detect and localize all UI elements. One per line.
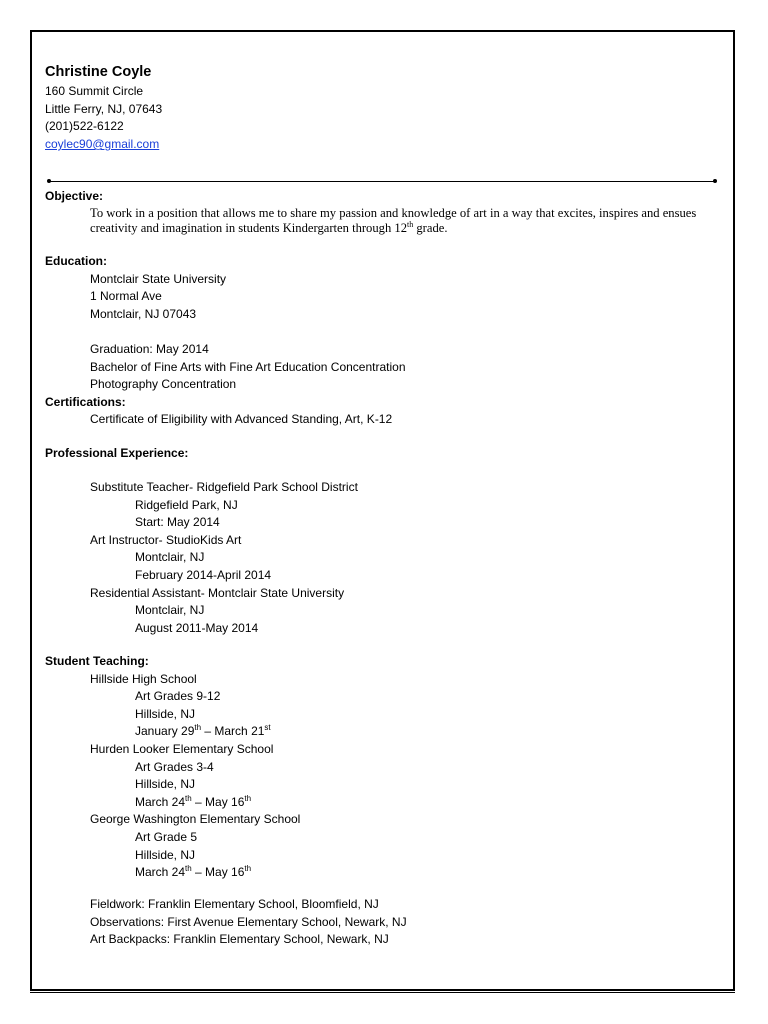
placement-dates	[45, 794, 300, 812]
objective-text-sup: th	[407, 219, 414, 229]
placement-date-start: January 29	[135, 724, 195, 739]
placement-date-end-sup: th	[244, 793, 252, 803]
divider-rule	[48, 181, 715, 182]
job-dates: Start: May 2014	[135, 515, 220, 530]
education-address-1: 1 Normal Ave	[90, 289, 162, 304]
placement-grades: Art Grades 9-12	[135, 689, 221, 704]
placement-location: Hillside, NJ	[135, 847, 196, 862]
placement-dates	[45, 723, 300, 741]
placement-location: Hillside, NJ	[135, 706, 196, 721]
job-title: Art Instructor- StudioKids Art	[90, 532, 242, 547]
certifications-heading: Certifications:	[45, 394, 126, 409]
page-bottom-rule	[30, 992, 735, 993]
placement-date-start: March 24	[135, 794, 186, 809]
experience-heading: Professional Experience:	[45, 446, 189, 460]
placement-date-start-sup: th	[185, 793, 192, 803]
education-section	[45, 253, 406, 429]
street-address: 160 Summit Circle	[45, 84, 144, 98]
job-dates: August 2011-May 2014	[135, 620, 259, 635]
placement-school: George Washington Elementary School	[90, 812, 301, 827]
extra-activities	[45, 896, 407, 949]
objective-text	[90, 206, 720, 236]
job-title: Substitute Teacher- Ridgefield Park School District	[90, 480, 358, 494]
placement-date-end: – March 21	[201, 724, 265, 739]
placement-dates	[45, 864, 300, 882]
placement-date-start-sup: th	[185, 864, 192, 874]
job-location: Montclair, NJ	[135, 603, 205, 618]
education-degree: Bachelor of Fine Arts with Fine Art Education Concentration	[90, 359, 406, 374]
job-dates: February 2014-April 2014	[135, 567, 272, 582]
placement-date-end: – May 16	[191, 794, 245, 809]
placement-date-start-sup: th	[194, 723, 202, 733]
student-teaching-heading: Student Teaching:	[45, 654, 149, 668]
placement-school: Hurden Looker Elementary School	[90, 741, 274, 756]
education-heading: Education:	[45, 254, 107, 268]
city-address: Little Ferry, NJ, 07643	[45, 102, 163, 116]
objective-text-end: grade.	[413, 221, 448, 235]
placement-date-end-sup: th	[244, 864, 252, 874]
education-concentration: Photography Concentration	[90, 377, 237, 392]
placement-school: Hillside High School	[90, 671, 197, 686]
education-school: Montclair State University	[90, 271, 227, 286]
candidate-name: Christine Coyle	[45, 64, 152, 80]
fieldwork-item: Fieldwork: Franklin Elementary School, Bloomfield, NJ	[90, 897, 379, 911]
job-location: Montclair, NJ	[135, 550, 205, 565]
placement-date-end: – May 16	[191, 865, 245, 880]
divider-left-dot	[47, 179, 51, 183]
experience-list	[45, 479, 358, 637]
art-backpacks-item: Art Backpacks: Franklin Elementary School, Newark, NJ	[90, 932, 389, 947]
education-graduation: Graduation: May 2014	[90, 341, 209, 356]
email-link[interactable]: coylec90@gmail.com	[45, 137, 160, 151]
placement-grades: Art Grade 5	[135, 829, 198, 844]
placement-grades: Art Grades 3-4	[135, 759, 214, 774]
placement-date-start: March 24	[135, 865, 186, 880]
certification-item: Certificate of Eligibility with Advanced Standing, Art, K-12	[90, 412, 393, 427]
education-address-2: Montclair, NJ 07043	[90, 306, 197, 321]
objective-text-main: To work in a position that allows me to share my passion and knowledge of art in a way that excites, inspires and ensues creativity and imagination in students Kindergarten through 12	[90, 206, 697, 235]
objective-heading: Objective:	[45, 189, 104, 203]
job-title: Residential Assistant- Montclair State University	[90, 585, 345, 600]
education-spacer	[45, 323, 406, 341]
divider-right-dot	[713, 179, 717, 183]
phone-number: (201)522-6122	[45, 119, 124, 133]
observations-item: Observations: First Avenue Elementary School, Newark, NJ	[90, 914, 407, 929]
placement-date-end-sup: st	[264, 723, 271, 733]
placement-location: Hillside, NJ	[135, 777, 196, 792]
student-teaching-section	[45, 653, 300, 882]
job-location: Ridgefield Park, NJ	[135, 497, 238, 512]
